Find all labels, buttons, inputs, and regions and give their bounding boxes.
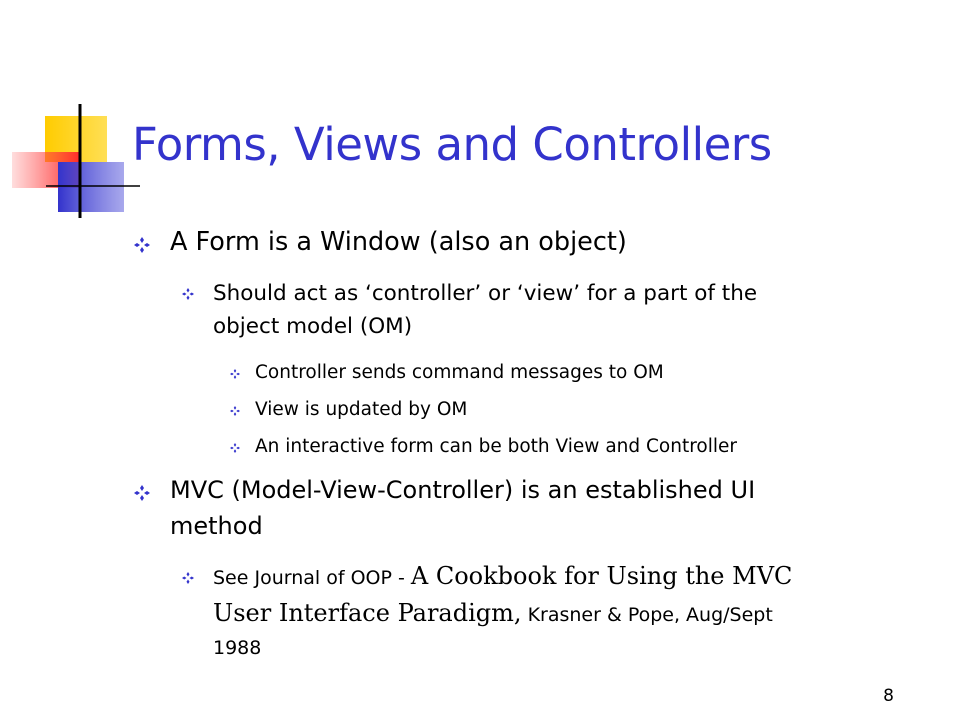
diamond-bullet-icon	[182, 288, 194, 300]
citation-book-title-part1: A Cookbook for Using the MVC	[410, 562, 793, 590]
slide-title: Forms, Views and Controllers	[132, 118, 772, 171]
diamond-bullet-icon	[134, 237, 150, 253]
bullet-view-updated: View is updated by OM	[255, 399, 468, 420]
citation-prefix: See Journal of OOP -	[213, 567, 411, 589]
slide-corner-decoration	[0, 0, 140, 230]
bullet-mvc-line2: method	[170, 512, 263, 540]
diamond-bullet-icon	[230, 369, 240, 379]
diamond-bullet-icon	[134, 485, 150, 501]
slide-page-number: 8	[883, 686, 894, 706]
diamond-bullet-icon	[230, 406, 240, 416]
citation-book-title-part2: User Interface Paradigm,	[213, 599, 522, 627]
diamond-bullet-icon	[182, 572, 194, 584]
citation-line1	[213, 560, 792, 595]
bullet-controller-sends: Controller sends command messages to OM	[255, 362, 664, 383]
bullet-act-as-controller-line1: Should act as ‘controller’ or ‘view’ for a part of the	[213, 281, 758, 306]
citation-authors: Krasner & Pope, Aug/Sept	[521, 604, 773, 626]
citation-line2	[213, 597, 773, 632]
bullet-act-as-controller-line2: object model (OM)	[213, 314, 413, 339]
bullet-mvc-line1: MVC (Model-View-Controller) is an established UI	[170, 476, 756, 504]
blue-square-shape	[58, 162, 124, 212]
diamond-bullet-icon	[230, 443, 240, 453]
citation-year: 1988	[213, 637, 262, 659]
bullet-interactive-form: An interactive form can be both View and Controller	[255, 436, 738, 457]
bullet-form-is-window: A Form is a Window (also an object)	[170, 227, 627, 257]
